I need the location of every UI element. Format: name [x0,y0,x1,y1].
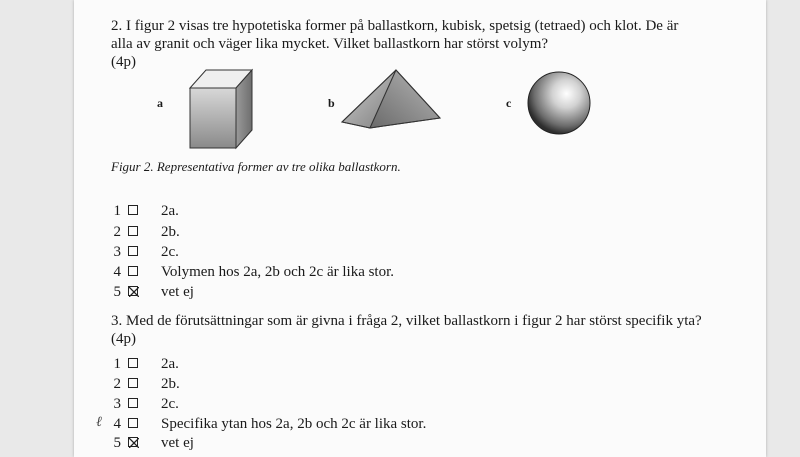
checkbox[interactable] [128,246,138,256]
option-number: 2 [113,376,121,392]
option-label: 2b. [161,224,180,240]
option-number: 2 [113,224,121,240]
checkbox-checked[interactable] [128,286,138,296]
checkbox[interactable] [128,378,138,388]
option-label: 2b. [161,376,180,392]
option-label: vet ej [161,284,194,300]
question2-text-line2: alla av granit och väger lika mycket. Vilket ballastkorn har störst volym? [111,36,549,52]
cube-illustration [186,68,256,152]
checkbox[interactable] [128,205,138,215]
question3-text-line1: 3. Med de förutsättningar som är givna i fråga 2, vilket ballastkorn i figur 2 har störst specifik yta? [111,313,702,329]
option-label: 2a. [161,356,179,372]
checkbox-checked[interactable] [128,437,138,447]
figure-label-b: b [328,96,335,110]
option-label: 2c. [161,396,179,412]
figure-label-c: c [506,96,512,110]
option-label: 2c. [161,244,179,260]
option-number: 4 [113,416,121,432]
option-number: 4 [113,264,121,280]
question3-points: (4p) [111,331,136,347]
cross-mark-icon [129,287,139,297]
question2-text-line1: 2. I figur 2 visas tre hypotetiska former på ballastkorn, kubisk, spetsig (tetraed) och klot. De är [111,18,679,34]
option-number: 1 [113,356,121,372]
option-number: 3 [113,396,121,412]
question2-points: (4p) [111,54,136,70]
option-number: 5 [113,435,121,451]
option-label: Specifika ytan hos 2a, 2b och 2c är lika stor. [161,416,427,432]
checkbox[interactable] [128,398,138,408]
option-number: 5 [113,284,121,300]
option-number: 3 [113,244,121,260]
tetrahedron-illustration [340,66,444,132]
cross-mark-icon [129,438,139,448]
checkbox[interactable] [128,358,138,368]
checkbox[interactable] [128,418,138,428]
checkbox[interactable] [128,266,138,276]
checkbox[interactable] [128,226,138,236]
figure-caption: Figur 2. Representativa former av tre olika ballastkorn. [111,159,401,174]
option-label: 2a. [161,203,179,219]
option-number: 1 [113,203,121,219]
option-label: Volymen hos 2a, 2b och 2c är lika stor. [161,264,395,280]
option-label: vet ej [161,435,194,451]
handwritten-margin-mark: ℓ [96,415,102,430]
sphere-illustration [526,70,592,136]
figure-label-a: a [157,96,163,110]
